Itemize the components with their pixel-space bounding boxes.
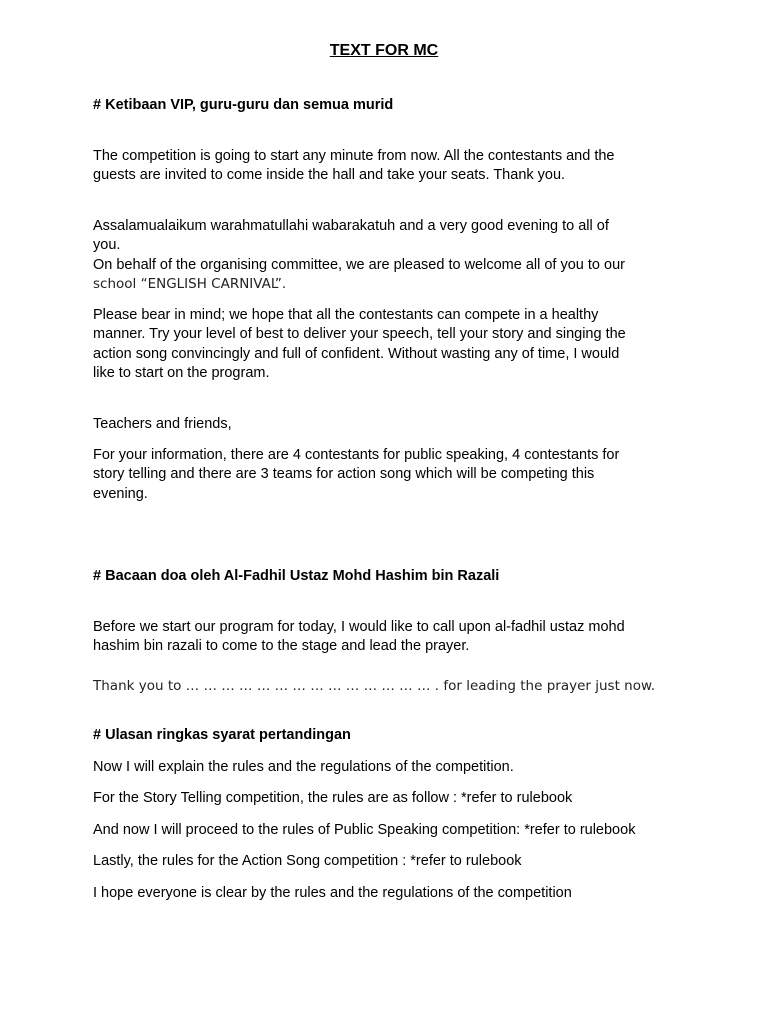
paragraph-line: Teachers and friends, bbox=[93, 416, 232, 432]
paragraph-line: action song convincingly and full of confident. Without wasting any of time, I would bbox=[93, 346, 620, 362]
paragraph-line: Now I will explain the rules and the regulations of the competition. bbox=[93, 759, 514, 775]
paragraph-line: On behalf of the organising committee, we are pleased to welcome all of you to our bbox=[93, 257, 625, 273]
paragraph-line: manner. Try your level of best to deliver your speech, tell your story and singing the bbox=[93, 326, 626, 342]
paragraph-line: And now I will proceed to the rules of Public Speaking competition: *refer to rulebook bbox=[93, 822, 636, 838]
paragraph-line: I hope everyone is clear by the rules and the regulations of the competition bbox=[93, 885, 572, 901]
paragraph-line: For the Story Telling competition, the rules are as follow : *refer to rulebook bbox=[93, 790, 573, 806]
paragraph-line: Thank you to … … … … … … … … … … … … … … . for leading the prayer just now. bbox=[93, 678, 656, 694]
document-title: TEXT FOR MC bbox=[329, 42, 439, 59]
paragraph-line: evening. bbox=[93, 486, 148, 502]
paragraph-line: Before we start our program for today, I would like to call upon al-fadhil ustaz mohd bbox=[93, 619, 625, 635]
paragraph-line: The competition is going to start any minute from now. All the contestants and the bbox=[93, 148, 615, 164]
paragraph-line: school “ENGLISH CARNIVAL”. bbox=[93, 276, 287, 292]
paragraph-line: Assalamualaikum warahmatullahi wabarakatuh and a very good evening to all of bbox=[93, 218, 609, 234]
heading-rules: # Ulasan ringkas syarat pertandingan bbox=[93, 727, 351, 743]
paragraph-line: Please bear in mind; we hope that all the contestants can compete in a healthy bbox=[93, 307, 599, 323]
paragraph-line: Lastly, the rules for the Action Song competition : *refer to rulebook bbox=[93, 853, 522, 869]
paragraph-line: hashim bin razali to come to the stage and lead the prayer. bbox=[93, 638, 470, 654]
paragraph-line: guests are invited to come inside the hall and take your seats. Thank you. bbox=[93, 167, 566, 183]
paragraph-line: For your information, there are 4 contestants for public speaking, 4 contestants for bbox=[93, 447, 620, 463]
heading-vip: # Ketibaan VIP, guru-guru dan semua murid bbox=[93, 97, 394, 113]
paragraph-line: you. bbox=[93, 237, 121, 253]
paragraph-line: like to start on the program. bbox=[93, 365, 270, 381]
paragraph-line: story telling and there are 3 teams for action song which will be competing this bbox=[93, 466, 595, 482]
heading-doa: # Bacaan doa oleh Al-Fadhil Ustaz Mohd Hashim bin Razali bbox=[93, 568, 500, 584]
